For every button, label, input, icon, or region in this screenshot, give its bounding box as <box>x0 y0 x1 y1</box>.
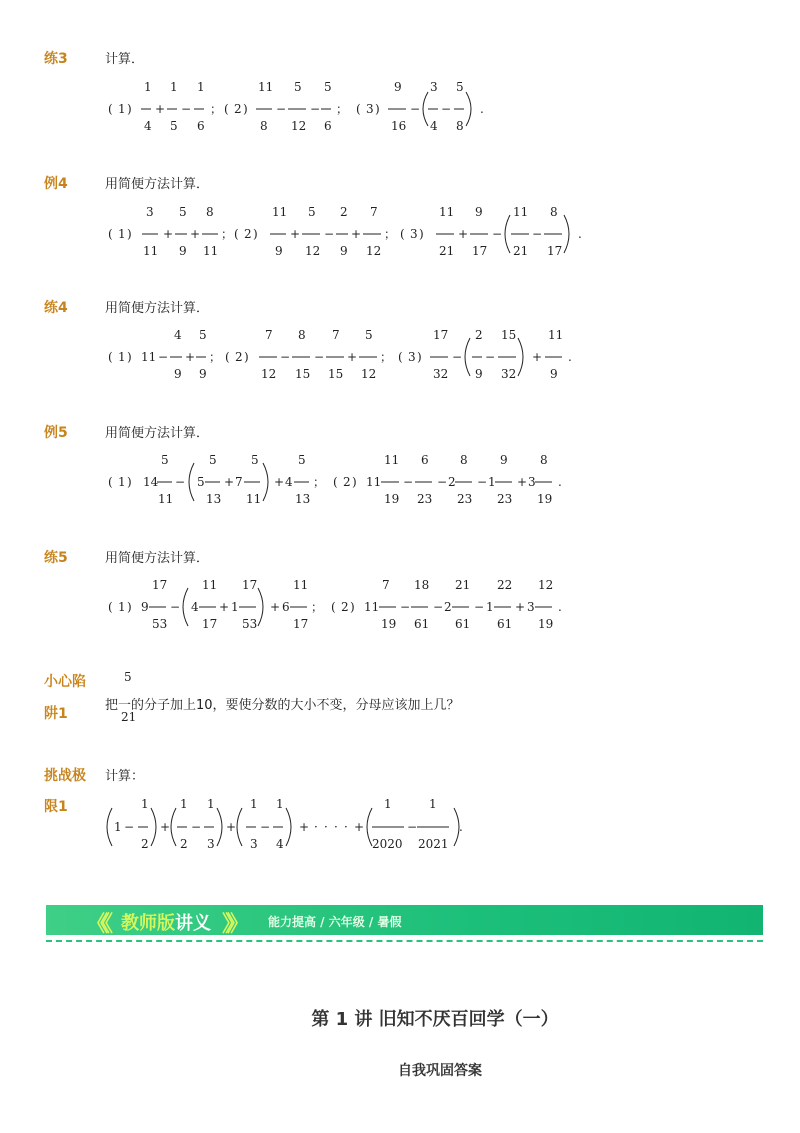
svg-text:15: 15 <box>295 367 311 381</box>
svg-text:): ) <box>127 102 132 116</box>
problem-tag: 例4 <box>44 176 68 192</box>
svg-text:.: . <box>558 475 562 489</box>
svg-text:61: 61 <box>414 617 430 631</box>
svg-text:+: + <box>155 102 166 116</box>
svg-text:): ) <box>350 600 355 614</box>
svg-text:2020: 2020 <box>372 837 403 851</box>
svg-text:.: . <box>480 102 484 116</box>
svg-text:−: − <box>437 475 448 489</box>
svg-text:4: 4 <box>285 475 293 489</box>
svg-text:1: 1 <box>118 350 126 364</box>
svg-text:9: 9 <box>199 367 207 381</box>
svg-text:(: ( <box>225 350 230 364</box>
svg-text:+: + <box>290 227 301 241</box>
svg-text:22: 22 <box>497 578 513 592</box>
svg-text:18: 18 <box>414 578 430 592</box>
svg-text:3: 3 <box>207 837 215 851</box>
answer-section-title: 自我巩固答案 <box>398 1063 482 1079</box>
svg-text:12: 12 <box>305 244 321 258</box>
svg-text:3: 3 <box>430 80 438 94</box>
banner-title <box>121 909 211 935</box>
problem-instruction: 用简便方法计算． <box>105 177 210 192</box>
svg-text:；: ； <box>384 227 397 241</box>
svg-text:23: 23 <box>497 492 513 506</box>
svg-text:(: ( <box>108 227 113 241</box>
svg-text:11: 11 <box>258 80 274 94</box>
svg-text:(: ( <box>108 350 113 364</box>
svg-text:+: + <box>270 600 281 614</box>
svg-text:6: 6 <box>282 600 290 614</box>
svg-text:−: − <box>452 350 463 364</box>
svg-text:16: 16 <box>391 119 407 133</box>
svg-text:5: 5 <box>170 119 178 133</box>
svg-text:+: + <box>226 820 237 834</box>
svg-text:21: 21 <box>513 244 529 258</box>
svg-text:): ) <box>352 475 357 489</box>
svg-text:21: 21 <box>455 578 471 592</box>
svg-text:·: · <box>344 820 348 834</box>
svg-text:−: − <box>324 227 335 241</box>
dashed-divider <box>46 940 763 942</box>
svg-text:+: + <box>532 350 543 364</box>
problem-instruction: 计算． <box>105 52 145 67</box>
svg-text:·: · <box>314 820 318 834</box>
svg-text:−: − <box>492 227 503 241</box>
svg-text:4: 4 <box>174 328 182 342</box>
svg-text:8: 8 <box>206 205 214 219</box>
svg-text:5: 5 <box>251 453 259 467</box>
svg-text:−: − <box>477 475 488 489</box>
svg-text:): ) <box>253 227 258 241</box>
svg-text:8: 8 <box>298 328 306 342</box>
svg-text:8: 8 <box>550 205 558 219</box>
svg-text:+: + <box>354 820 365 834</box>
svg-text:5: 5 <box>199 328 207 342</box>
svg-text:12: 12 <box>366 244 382 258</box>
svg-text:61: 61 <box>455 617 471 631</box>
problem-tag: 练4 <box>44 300 68 316</box>
svg-text:9: 9 <box>394 80 402 94</box>
svg-text:.: . <box>578 227 582 241</box>
svg-text:3: 3 <box>146 205 154 219</box>
svg-text:−: − <box>175 475 186 489</box>
svg-text:61: 61 <box>497 617 513 631</box>
svg-text:1: 1 <box>488 475 496 489</box>
svg-text:6: 6 <box>324 119 332 133</box>
svg-text:；: ； <box>336 102 349 116</box>
svg-text:(: ( <box>224 102 229 116</box>
svg-text:32: 32 <box>433 367 449 381</box>
banner-subtitle: 能力提高 / 六年级 / 暑假 <box>268 915 402 929</box>
svg-text:11: 11 <box>143 244 159 258</box>
svg-text:53: 53 <box>242 617 258 631</box>
svg-text:−: − <box>532 227 543 241</box>
svg-text:11: 11 <box>364 600 380 614</box>
svg-text:−: − <box>485 350 496 364</box>
svg-text:11: 11 <box>158 492 174 506</box>
svg-text:): ) <box>244 350 249 364</box>
problem-tag: 练3 <box>44 51 68 67</box>
svg-text:11: 11 <box>203 244 219 258</box>
svg-text:1: 1 <box>118 475 126 489</box>
trap-tag: 小心陷 <box>44 674 86 690</box>
svg-text:；: ； <box>313 475 326 489</box>
svg-text:11: 11 <box>202 578 218 592</box>
svg-text:(: ( <box>234 227 239 241</box>
problem-tag: 练5 <box>44 550 68 566</box>
svg-text:19: 19 <box>537 492 553 506</box>
svg-text:17: 17 <box>202 617 218 631</box>
svg-text:1: 1 <box>250 797 258 811</box>
svg-text:11: 11 <box>272 205 288 219</box>
svg-text:11: 11 <box>384 453 400 467</box>
svg-text:19: 19 <box>381 617 397 631</box>
svg-text:11: 11 <box>439 205 455 219</box>
svg-text:9: 9 <box>340 244 348 258</box>
svg-text:11: 11 <box>246 492 262 506</box>
svg-text:(: ( <box>398 350 403 364</box>
svg-text:12: 12 <box>361 367 377 381</box>
svg-text:8: 8 <box>540 453 548 467</box>
svg-text:1: 1 <box>384 797 392 811</box>
svg-text:9: 9 <box>141 600 149 614</box>
svg-text:8: 8 <box>456 119 464 133</box>
svg-text:5: 5 <box>179 205 187 219</box>
svg-text:23: 23 <box>457 492 473 506</box>
svg-text:2: 2 <box>444 600 452 614</box>
problem-expression <box>108 578 588 640</box>
svg-text:5: 5 <box>294 80 302 94</box>
svg-text:2: 2 <box>340 205 348 219</box>
svg-text:−: − <box>124 820 135 834</box>
svg-text:+: + <box>163 227 174 241</box>
svg-text:9: 9 <box>500 453 508 467</box>
svg-text:8: 8 <box>260 119 268 133</box>
svg-text:−: − <box>310 102 321 116</box>
svg-text:+: + <box>517 475 528 489</box>
svg-text:7: 7 <box>235 475 243 489</box>
svg-text:2: 2 <box>234 102 242 116</box>
svg-text:): ) <box>417 350 422 364</box>
svg-text:23: 23 <box>417 492 433 506</box>
svg-text:19: 19 <box>384 492 400 506</box>
chevron-right-icon: 》》 <box>222 912 244 937</box>
challenge-expression <box>104 796 484 862</box>
lecture-banner <box>46 905 763 935</box>
svg-text:+: + <box>224 475 235 489</box>
problem-expression <box>108 328 588 388</box>
svg-text:4: 4 <box>430 119 438 133</box>
svg-text:−: − <box>410 102 421 116</box>
chevron-left-icon: 《《 <box>86 912 108 937</box>
challenge-tag-line2: 限1 <box>44 799 68 815</box>
svg-text:+: + <box>347 350 358 364</box>
svg-text:+: + <box>160 820 171 834</box>
svg-text:·: · <box>324 820 328 834</box>
svg-text:19: 19 <box>538 617 554 631</box>
svg-text:13: 13 <box>295 492 311 506</box>
svg-text:.: . <box>558 600 562 614</box>
banner-title-a: 教师版 <box>121 913 175 934</box>
svg-text:5: 5 <box>161 453 169 467</box>
svg-text:.: . <box>459 820 463 834</box>
svg-text:·: · <box>334 820 338 834</box>
svg-text:9: 9 <box>179 244 187 258</box>
svg-text:+: + <box>351 227 362 241</box>
svg-text:1: 1 <box>197 80 205 94</box>
svg-text:11: 11 <box>141 350 157 364</box>
svg-text:17: 17 <box>547 244 563 258</box>
problem-instruction: 用简便方法计算． <box>105 426 210 441</box>
svg-text:11: 11 <box>293 578 309 592</box>
svg-text:+: + <box>219 600 230 614</box>
trap-tag-line2: 阱1 <box>44 706 68 722</box>
svg-text:7: 7 <box>332 328 340 342</box>
svg-text:5: 5 <box>209 453 217 467</box>
challenge-tag: 挑战极 <box>44 768 86 784</box>
svg-text:9: 9 <box>275 244 283 258</box>
svg-text:5: 5 <box>197 475 205 489</box>
svg-text:5: 5 <box>365 328 373 342</box>
svg-text:14: 14 <box>143 475 159 489</box>
svg-text:4: 4 <box>144 119 152 133</box>
svg-text:1: 1 <box>141 797 149 811</box>
problem-instruction: 用简便方法计算． <box>105 551 210 566</box>
svg-text:3: 3 <box>366 102 374 116</box>
svg-text:6: 6 <box>197 119 205 133</box>
svg-text:9: 9 <box>475 205 483 219</box>
svg-text:3: 3 <box>528 475 536 489</box>
svg-text:3: 3 <box>410 227 418 241</box>
svg-text:+: + <box>190 227 201 241</box>
svg-text:(: ( <box>331 600 336 614</box>
svg-text:−: − <box>158 350 169 364</box>
svg-text:−: − <box>181 102 192 116</box>
svg-text:+: + <box>274 475 285 489</box>
problem-expression <box>108 205 608 265</box>
svg-text:7: 7 <box>382 578 390 592</box>
svg-text:2: 2 <box>475 328 483 342</box>
svg-text:2021: 2021 <box>418 837 449 851</box>
svg-text:13: 13 <box>206 492 222 506</box>
lecture-title: 第 1 讲 旧知不厌百回学（一） <box>311 1009 559 1030</box>
svg-text:1: 1 <box>486 600 494 614</box>
svg-text:2: 2 <box>244 227 252 241</box>
trap-fraction-denominator: 21 <box>121 710 137 724</box>
svg-text:1: 1 <box>276 797 284 811</box>
svg-text:53: 53 <box>152 617 168 631</box>
svg-text:+: + <box>185 350 196 364</box>
svg-text:−: − <box>474 600 485 614</box>
svg-text:7: 7 <box>265 328 273 342</box>
svg-text:32: 32 <box>501 367 517 381</box>
svg-text:；: ； <box>221 227 234 241</box>
svg-text:+: + <box>458 227 469 241</box>
svg-text:2: 2 <box>235 350 243 364</box>
svg-text:−: − <box>260 820 271 834</box>
svg-text:(: ( <box>108 102 113 116</box>
svg-text:−: − <box>441 102 452 116</box>
svg-text:): ) <box>127 227 132 241</box>
svg-text:17: 17 <box>472 244 488 258</box>
svg-text:；: ； <box>311 600 324 614</box>
svg-text:12: 12 <box>261 367 277 381</box>
svg-text:): ) <box>243 102 248 116</box>
svg-text:2: 2 <box>141 837 149 851</box>
svg-text:17: 17 <box>242 578 258 592</box>
svg-text:−: − <box>403 475 414 489</box>
svg-text:17: 17 <box>433 328 449 342</box>
svg-text:1: 1 <box>118 227 126 241</box>
svg-text:21: 21 <box>439 244 455 258</box>
svg-text:1: 1 <box>118 600 126 614</box>
svg-text:；: ； <box>380 350 393 364</box>
svg-text:9: 9 <box>550 367 558 381</box>
problem-expression <box>108 80 568 140</box>
svg-text:): ) <box>127 350 132 364</box>
svg-text:−: − <box>280 350 291 364</box>
svg-text:1: 1 <box>144 80 152 94</box>
svg-text:+: + <box>515 600 526 614</box>
svg-text:1: 1 <box>180 797 188 811</box>
svg-text:5: 5 <box>456 80 464 94</box>
svg-text:12: 12 <box>538 578 554 592</box>
challenge-instruction: 计算： <box>105 769 145 784</box>
svg-text:): ) <box>375 102 380 116</box>
svg-text:17: 17 <box>152 578 168 592</box>
svg-text:15: 15 <box>328 367 344 381</box>
svg-text:4: 4 <box>276 837 284 851</box>
svg-text:(: ( <box>356 102 361 116</box>
svg-text:): ) <box>127 475 132 489</box>
svg-text:2: 2 <box>341 600 349 614</box>
svg-text:(: ( <box>333 475 338 489</box>
svg-text:+: + <box>299 820 310 834</box>
svg-text:3: 3 <box>250 837 258 851</box>
svg-text:(: ( <box>108 600 113 614</box>
banner-title-b: 讲义 <box>175 913 211 934</box>
svg-text:；: ； <box>209 350 222 364</box>
svg-text:9: 9 <box>174 367 182 381</box>
svg-text:11: 11 <box>366 475 382 489</box>
trap-question: 把一的分子加上10，要使分数的大小不变，分母应该加上几？ <box>105 698 460 713</box>
svg-text:): ) <box>127 600 132 614</box>
svg-text:1: 1 <box>170 80 178 94</box>
problem-tag: 例5 <box>44 425 68 441</box>
svg-text:−: − <box>170 600 181 614</box>
svg-text:3: 3 <box>527 600 535 614</box>
svg-text:4: 4 <box>191 600 199 614</box>
svg-text:17: 17 <box>293 617 309 631</box>
svg-text:7: 7 <box>370 205 378 219</box>
svg-text:−: − <box>433 600 444 614</box>
svg-text:(: ( <box>108 475 113 489</box>
svg-text:11: 11 <box>513 205 529 219</box>
svg-text:2: 2 <box>180 837 188 851</box>
svg-text:9: 9 <box>475 367 483 381</box>
svg-text:1: 1 <box>114 820 122 834</box>
svg-text:−: − <box>314 350 325 364</box>
svg-text:−: − <box>400 600 411 614</box>
svg-text:−: − <box>191 820 202 834</box>
svg-text:12: 12 <box>291 119 307 133</box>
svg-text:8: 8 <box>460 453 468 467</box>
svg-text:1: 1 <box>207 797 215 811</box>
svg-text:1: 1 <box>429 797 437 811</box>
svg-text:11: 11 <box>548 328 564 342</box>
svg-text:5: 5 <box>324 80 332 94</box>
svg-text:(: ( <box>400 227 405 241</box>
svg-text:−: − <box>276 102 287 116</box>
svg-text:−: − <box>407 820 418 834</box>
svg-text:2: 2 <box>343 475 351 489</box>
svg-text:1: 1 <box>118 102 126 116</box>
trap-fraction-numerator: 5 <box>124 670 132 684</box>
problem-expression <box>108 453 588 515</box>
svg-text:6: 6 <box>421 453 429 467</box>
svg-text:3: 3 <box>408 350 416 364</box>
svg-text:.: . <box>568 350 572 364</box>
problem-instruction: 用简便方法计算． <box>105 301 210 316</box>
svg-text:1: 1 <box>231 600 239 614</box>
svg-text:2: 2 <box>448 475 456 489</box>
svg-text:5: 5 <box>298 453 306 467</box>
svg-text:；: ； <box>210 102 223 116</box>
svg-text:15: 15 <box>501 328 517 342</box>
svg-text:5: 5 <box>308 205 316 219</box>
svg-text:): ) <box>419 227 424 241</box>
